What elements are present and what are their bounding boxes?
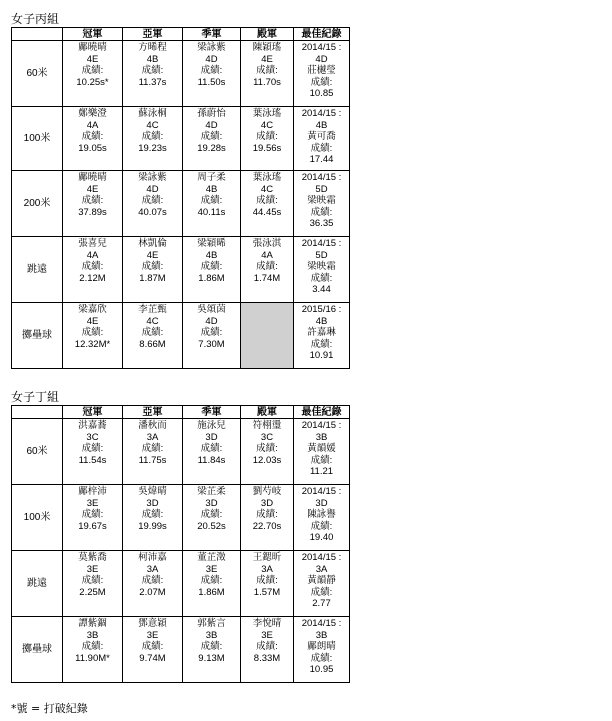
cell-line: 鄺曉晴 xyxy=(78,42,107,53)
cell-line: 2.77 xyxy=(312,598,331,609)
cell-line: 2015/16 : xyxy=(301,304,342,315)
placing-cell xyxy=(123,485,183,551)
column-header: 殿軍 xyxy=(241,406,294,419)
event-name: 擲壘球 xyxy=(12,303,63,369)
event-name: 60米 xyxy=(12,419,63,485)
placing-cell xyxy=(241,237,294,303)
cell-line: 3C xyxy=(86,431,99,443)
cell-line: 成績: xyxy=(200,261,223,272)
placing-cell xyxy=(183,551,241,617)
cell-line: 4C xyxy=(260,183,274,195)
results-table-group-d xyxy=(11,405,350,683)
cell-line: 4B xyxy=(315,315,328,327)
cell-line: 柯沛嘉 xyxy=(138,552,167,563)
cell-line: 成績: xyxy=(141,327,164,338)
cell-line: 吳煒晴 xyxy=(138,486,167,497)
cell-line: 成績: xyxy=(256,131,278,142)
cell-line: 王鍶昕 xyxy=(252,552,282,563)
best-record-cell xyxy=(294,419,350,485)
cell-line: 4D xyxy=(146,183,159,195)
cell-line: 成績: xyxy=(200,131,223,142)
cell-line: 10.95 xyxy=(309,664,334,675)
cell-line: 4B xyxy=(205,249,218,261)
cell-line: 3A xyxy=(146,563,159,575)
cell-line: 成績: xyxy=(81,327,104,338)
cell-line: 44.45s xyxy=(252,206,282,218)
cell-line: 梁映霜 xyxy=(307,195,336,206)
cell-line: 9.74M xyxy=(139,652,166,664)
cell-line: 成績: xyxy=(200,443,223,454)
cell-line: 11.50s xyxy=(197,76,226,88)
cell-line: 11.54s xyxy=(78,454,107,466)
cell-line: 成績: xyxy=(141,509,164,520)
placing-cell xyxy=(123,419,183,485)
table-row xyxy=(12,551,350,617)
placing-cell xyxy=(123,237,183,303)
cell-line: 張喜兒 xyxy=(78,238,107,249)
best-record-cell xyxy=(294,41,350,107)
cell-line: 4E xyxy=(146,249,159,261)
cell-line: 成績: xyxy=(81,65,104,76)
table-row xyxy=(12,303,350,369)
cell-line: 2014/15 : xyxy=(301,552,342,563)
cell-line: 成績: xyxy=(141,575,164,586)
event-name: 跳遠 xyxy=(12,237,63,303)
placing-cell xyxy=(123,303,183,369)
table-row xyxy=(12,41,350,107)
placing-cell xyxy=(63,107,123,171)
section-title: 女子丁組 xyxy=(11,390,60,404)
cell-line: 4A xyxy=(261,249,273,261)
cell-line: 4E xyxy=(261,53,273,65)
footnote: *號 = 打破紀錄 xyxy=(11,702,88,715)
placing-cell xyxy=(241,419,294,485)
table-row xyxy=(12,107,350,171)
event-name: 擲壘球 xyxy=(12,617,63,683)
cell-line: 莫紫喬 xyxy=(78,552,107,563)
cell-line: 3E xyxy=(146,629,159,641)
cell-line: 4C xyxy=(260,119,274,131)
cell-line: 7.30M xyxy=(198,338,225,350)
cell-line: 成績: xyxy=(310,586,333,598)
cell-line: 1.57M xyxy=(253,586,281,598)
cell-line: 施泳兒 xyxy=(197,420,226,431)
column-header: 亞軍 xyxy=(123,406,183,419)
placing-cell xyxy=(123,107,183,171)
column-header: 殿軍 xyxy=(241,28,294,41)
cell-line: 4C xyxy=(146,119,159,131)
cell-line: 3C xyxy=(260,431,274,443)
placing-cell xyxy=(63,419,123,485)
column-header: 亞軍 xyxy=(123,28,183,41)
cell-line: 1.74M xyxy=(253,272,281,284)
cell-line: 成績: xyxy=(81,261,104,272)
cell-line: 成績: xyxy=(141,443,164,454)
cell-line: 3D xyxy=(260,497,274,509)
cell-line: 2014/15 : xyxy=(301,618,342,629)
cell-line: 3E xyxy=(261,629,273,641)
cell-line: 潘秋而 xyxy=(138,420,167,431)
placing-cell xyxy=(183,617,241,683)
cell-line: 黃韻靜 xyxy=(307,575,336,586)
placing-cell xyxy=(183,41,241,107)
cell-line: 鄺梓沛 xyxy=(78,486,107,497)
cell-line: 3B xyxy=(315,629,328,641)
cell-line: 洪嘉蕎 xyxy=(78,420,107,431)
cell-line: 22.70s xyxy=(252,520,282,532)
cell-line: 成績: xyxy=(81,509,104,520)
cell-line: 葉泳瑤 xyxy=(252,172,282,183)
cell-line: 11.84s xyxy=(197,454,226,466)
cell-line: 成績: xyxy=(200,575,223,586)
cell-line: 40.11s xyxy=(197,206,226,218)
cell-line: 3E xyxy=(86,497,99,509)
cell-line: 劉芍岐 xyxy=(252,486,282,497)
cell-line: 4D xyxy=(205,119,218,131)
placing-cell xyxy=(63,303,123,369)
table-row xyxy=(12,419,350,485)
cell-line: 2014/15 : xyxy=(301,238,342,249)
cell-line: 9.13M xyxy=(198,652,225,664)
placing-cell xyxy=(63,485,123,551)
cell-line: 李芷甄 xyxy=(138,304,167,315)
column-header: 冠軍 xyxy=(63,406,123,419)
cell-line: 5D xyxy=(315,249,328,261)
cell-line: 3D xyxy=(315,497,328,509)
cell-line: 成績: xyxy=(141,641,164,652)
cell-line: 2.07M xyxy=(139,586,166,598)
cell-line: 方晞程 xyxy=(138,42,167,53)
header-row xyxy=(12,28,350,41)
cell-line: 鄺曉晴 xyxy=(78,172,107,183)
cell-line: 40.07s xyxy=(138,206,167,218)
best-record-cell xyxy=(294,303,350,369)
cell-line: 梁嘉欣 xyxy=(78,304,107,315)
cell-line: 梁詠紫 xyxy=(197,42,226,53)
cell-line: 4C xyxy=(146,315,159,327)
placing-cell xyxy=(241,171,294,237)
cell-line: 郭紫言 xyxy=(197,618,226,629)
column-header xyxy=(12,406,63,419)
event-name: 60米 xyxy=(12,41,63,107)
cell-line: 成績: xyxy=(256,641,278,652)
cell-line: 4B xyxy=(205,183,218,195)
cell-line: 19.99s xyxy=(138,520,167,532)
cell-line: 3A xyxy=(315,563,328,575)
placing-cell xyxy=(63,551,123,617)
cell-line: 1.86M xyxy=(198,272,225,284)
empty-cell xyxy=(241,303,294,369)
cell-line: 11.37s xyxy=(138,76,167,88)
placing-cell xyxy=(241,485,294,551)
best-record-cell xyxy=(294,485,350,551)
table-row xyxy=(12,617,350,683)
column-header: 最佳紀錄 xyxy=(294,406,350,419)
cell-line: 4A xyxy=(86,249,99,261)
cell-line: 林凱倫 xyxy=(138,238,167,249)
event-name: 200米 xyxy=(12,171,63,237)
section-title: 女子丙組 xyxy=(11,12,60,26)
cell-line: 成績: xyxy=(200,327,223,338)
cell-line: 符栩璗 xyxy=(252,420,282,431)
cell-line: 成績: xyxy=(141,131,164,142)
placing-cell xyxy=(183,485,241,551)
cell-line: 成績: xyxy=(310,76,333,88)
cell-line: 11.70s xyxy=(253,76,281,88)
cell-line: 1.86M xyxy=(198,586,225,598)
cell-line: 19.40 xyxy=(309,532,334,543)
placing-cell xyxy=(123,617,183,683)
cell-line: 10.25s* xyxy=(76,76,109,88)
event-name: 100米 xyxy=(12,107,63,171)
cell-line: 陳穎瑤 xyxy=(252,42,282,53)
cell-line: 17.44 xyxy=(309,154,334,165)
cell-line: 3.44 xyxy=(312,284,331,295)
column-header xyxy=(12,28,63,41)
placing-cell xyxy=(183,107,241,171)
cell-line: 12.03s xyxy=(252,454,282,466)
cell-line: 4D xyxy=(205,315,218,327)
placing-cell xyxy=(63,237,123,303)
cell-line: 3E xyxy=(86,563,99,575)
cell-line: 孫蔚怡 xyxy=(197,108,226,119)
placing-cell xyxy=(123,41,183,107)
placing-cell xyxy=(241,551,294,617)
cell-line: 4E xyxy=(86,53,99,65)
cell-line: 2014/15 : xyxy=(301,108,342,119)
cell-line: 3B xyxy=(315,431,328,443)
cell-line: 3D xyxy=(205,497,218,509)
cell-line: 3A xyxy=(146,431,159,443)
cell-line: 張泳淇 xyxy=(252,238,282,249)
cell-line: 4B xyxy=(315,119,328,131)
cell-line: 黃可喬 xyxy=(307,131,336,142)
cell-line: 11.75s xyxy=(138,454,167,466)
table-row xyxy=(12,171,350,237)
cell-line: 成績: xyxy=(200,641,223,652)
cell-line: 12.32M* xyxy=(74,338,111,350)
cell-line: 成績: xyxy=(141,65,164,76)
cell-line: 36.35 xyxy=(309,218,334,229)
cell-line: 2014/15 : xyxy=(301,420,342,431)
cell-line: 1.87M xyxy=(139,272,166,284)
best-record-cell xyxy=(294,551,350,617)
cell-line: 3D xyxy=(205,431,218,443)
cell-line: 成績: xyxy=(81,131,104,142)
cell-line: 19.23s xyxy=(138,142,167,154)
cell-line: 3B xyxy=(86,629,99,641)
cell-line: 成績: xyxy=(310,520,333,532)
cell-line: 成績: xyxy=(141,195,164,206)
cell-line: 李悅晴 xyxy=(252,618,282,629)
cell-line: 20.52s xyxy=(197,520,226,532)
cell-line: 2.12M xyxy=(79,272,106,284)
cell-line: 19.05s xyxy=(78,142,107,154)
cell-line: 成績: xyxy=(200,195,223,206)
cell-line: 2014/15 : xyxy=(301,172,342,183)
placing-cell xyxy=(183,419,241,485)
cell-line: 梁芷柔 xyxy=(197,486,226,497)
cell-line: 2014/15 : xyxy=(301,486,342,497)
cell-line: 莊樾瑩 xyxy=(307,65,336,76)
placing-cell xyxy=(123,171,183,237)
cell-line: 3E xyxy=(205,563,218,575)
cell-line: 19.28s xyxy=(197,142,226,154)
cell-line: 譚紫錮 xyxy=(78,618,107,629)
cell-line: 成績: xyxy=(310,206,333,218)
cell-line: 11.21 xyxy=(309,466,334,477)
cell-line: 成績: xyxy=(256,195,278,206)
cell-line: 10.91 xyxy=(309,350,334,361)
column-header: 季軍 xyxy=(183,28,241,41)
cell-line: 4E xyxy=(86,183,99,195)
cell-line: 成績: xyxy=(256,443,278,454)
best-record-cell xyxy=(294,617,350,683)
cell-line: 3A xyxy=(261,563,273,575)
event-name: 跳遠 xyxy=(12,551,63,617)
cell-line: 4E xyxy=(86,315,99,327)
cell-line: 葉泳瑤 xyxy=(252,108,282,119)
cell-line: 成績: xyxy=(200,509,223,520)
cell-line: 成績: xyxy=(81,641,104,652)
best-record-cell xyxy=(294,171,350,237)
cell-line: 成績: xyxy=(310,338,333,350)
cell-line: 蘇泳桐 xyxy=(138,108,167,119)
placing-cell xyxy=(183,303,241,369)
cell-line: 10.85 xyxy=(309,88,334,99)
cell-line: 成績: xyxy=(256,261,278,272)
header-row xyxy=(12,406,350,419)
cell-line: 成績: xyxy=(310,454,333,466)
cell-line: 成績: xyxy=(256,65,278,76)
cell-line: 2014/15 : xyxy=(301,42,342,53)
cell-line: 37.89s xyxy=(78,206,107,218)
event-name: 100米 xyxy=(12,485,63,551)
placing-cell xyxy=(241,617,294,683)
cell-line: 成績: xyxy=(256,575,278,586)
cell-line: 董芷澂 xyxy=(197,552,226,563)
cell-line: 吳頌茵 xyxy=(197,304,226,315)
cell-line: 3D xyxy=(146,497,159,509)
cell-line: 成績: xyxy=(256,509,278,520)
cell-line: 鄺朗晴 xyxy=(307,641,336,652)
cell-line: 成績: xyxy=(81,443,104,454)
placing-cell xyxy=(63,171,123,237)
cell-line: 成績: xyxy=(200,65,223,76)
cell-line: 2.25M xyxy=(79,586,106,598)
cell-line: 成績: xyxy=(310,272,333,284)
cell-line: 黃韻媛 xyxy=(307,443,336,454)
cell-line: 19.67s xyxy=(78,520,107,532)
cell-line: 鄭樂澄 xyxy=(78,108,107,119)
results-table-group-c xyxy=(11,27,350,369)
cell-line: 8.66M xyxy=(139,338,166,350)
cell-line: 梁詠紫 xyxy=(138,172,167,183)
column-header: 季軍 xyxy=(183,406,241,419)
cell-line: 3B xyxy=(205,629,218,641)
cell-line: 成績: xyxy=(310,652,333,664)
cell-line: 周子柔 xyxy=(197,172,226,183)
cell-line: 成績: xyxy=(81,575,104,586)
cell-line: 鄧意穎 xyxy=(138,618,167,629)
cell-line: 梁映霜 xyxy=(307,261,336,272)
placing-cell xyxy=(63,617,123,683)
table-row xyxy=(12,485,350,551)
placing-cell xyxy=(241,41,294,107)
best-record-cell xyxy=(294,107,350,171)
placing-cell xyxy=(123,551,183,617)
placing-cell xyxy=(241,107,294,171)
column-header: 冠軍 xyxy=(63,28,123,41)
cell-line: 4A xyxy=(86,119,99,131)
placing-cell xyxy=(183,171,241,237)
best-record-cell xyxy=(294,237,350,303)
cell-line: 4D xyxy=(315,53,328,65)
column-header: 最佳紀錄 xyxy=(294,28,350,41)
table-row xyxy=(12,237,350,303)
cell-line: 陳詠譽 xyxy=(307,509,336,520)
cell-line: 梁穎晞 xyxy=(197,238,226,249)
cell-line: 19.56s xyxy=(252,142,282,154)
cell-line: 5D xyxy=(315,183,328,195)
cell-line: 8.33M xyxy=(253,652,281,664)
placing-cell xyxy=(183,237,241,303)
cell-line: 許嘉琳 xyxy=(307,327,336,338)
cell-line: 成績: xyxy=(141,261,164,272)
cell-line: 4D xyxy=(205,53,218,65)
cell-line: 成績: xyxy=(310,142,333,154)
cell-line: 成績: xyxy=(81,195,104,206)
cell-line: 11.90M* xyxy=(75,652,110,664)
cell-line: 4B xyxy=(146,53,159,65)
placing-cell xyxy=(63,41,123,107)
